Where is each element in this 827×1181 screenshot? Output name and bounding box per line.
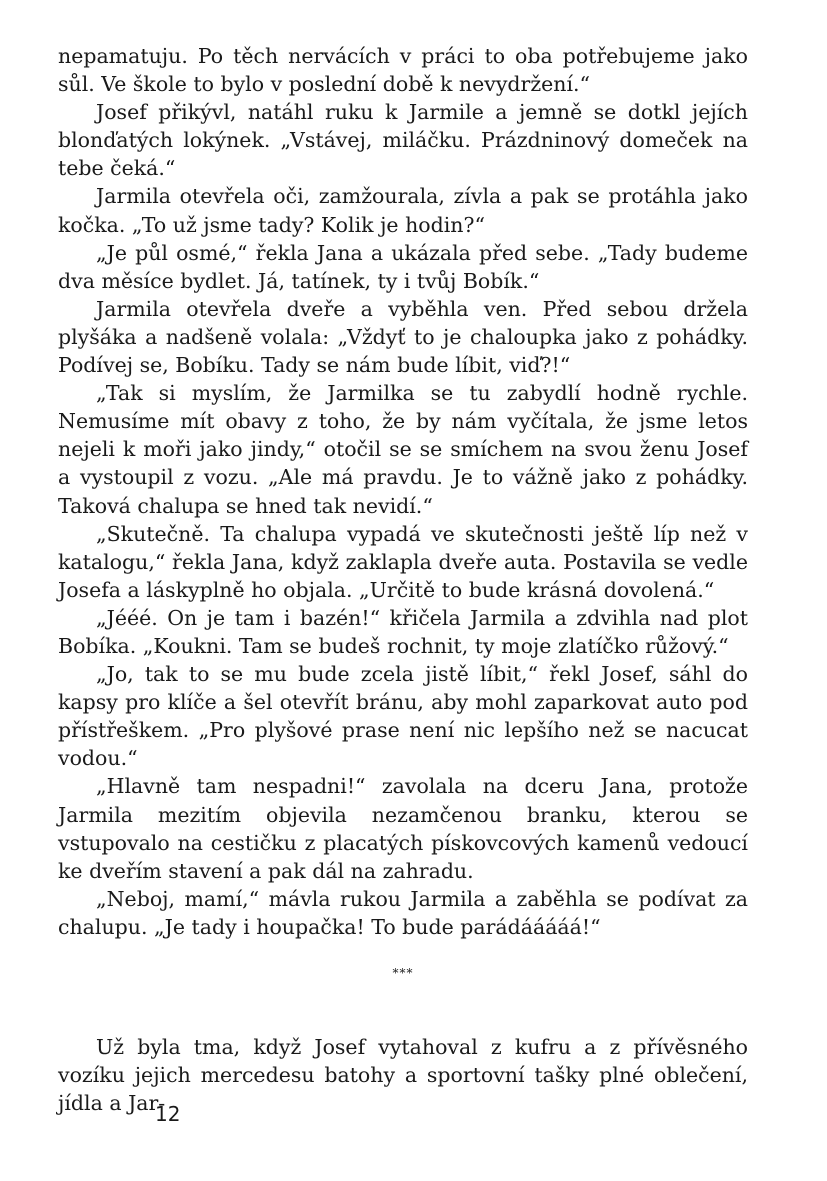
paragraph: „Je půl osmé,“ řekla Jana a ukázala před sebe. „Tady budeme dva měsíce bydlet. Já, tatínek, ty i tvůj Bobík.“ [58, 240, 748, 293]
paragraph: „Tak si myslím, že Jarmilka se tu zabydlí hodně rychle. Nemusíme mít obavy z toho, že by nám vyčítala, že jsme letos nejeli k moři jako jindy,“ otočil se se smíchem na svou ženu Josef a vystoupil z vozu. „Ale má pravdu. Je to vážně jako z pohádky. Taková chalupa se hned tak nevidí.“ [58, 381, 748, 518]
paragraph: nepamatuju. Po těch nervácích v práci to oba potřebujeme jako sůl. Ve škole to bylo v poslední době k nevydržení.“ [58, 44, 748, 97]
book-page-text [58, 42, 748, 1117]
paragraph: Už byla tma, když Josef vytahoval z kufru a z přívěsného vozíku jejich mercedesu batohy a sportovní tašky plné oblečení, jídla a Jar- [58, 1035, 748, 1116]
paragraph: Jarmila otevřela oči, zamžourala, zívla a pak se protáhla jako kočka. „To už jsme tady? Kolik je hodin?“ [58, 184, 748, 237]
paragraph: „Skutečně. Ta chalupa vypadá ve skutečnosti ještě líp než v katalogu,“ řekla Jana, když zaklapla dveře auta. Postavila se vedle Josefa a láskyplně ho objala. „Určitě to bude krásná dovolená.“ [58, 521, 748, 602]
section-separator: *** [392, 966, 414, 980]
paragraph: Jarmila otevřela dveře a vyběhla ven. Před sebou držela plyšáka a nadšeně volala: „Vždyť to je chaloupka jako z pohádky. Podívej se, Bobíku. Tady se nám bude líbit, viď?!“ [58, 296, 748, 378]
paragraph: „Jo, tak to se mu bude zcela jistě líbit,“ řekl Josef, sáhl do kapsy pro klíče a šel otevřít bránu, aby mohl zaparkovat auto pod přístřeškem. „Pro plyšové prase není nic lepšího než se nacucat vodou.“ [58, 662, 748, 771]
paragraph: „Hlavně tam nespadni!“ zavolala na dceru Jana, protože Jarmila mezitím objevila nezamčenou branku, kterou se vstupovalo na cestičku z placatých pískovcových kamenů vedoucí ke dveřím stavení a pak dál na zahradu. [58, 774, 748, 883]
paragraph: Josef přikývl, natáhl ruku k Jarmile a jemně se dotkl jejích blonďatých lokýnek. „Vstávej, miláčku. Prázdninový domeček na tebe čeká.“ [58, 100, 748, 181]
paragraph: „Neboj, mamí,“ mávla rukou Jarmila a zaběhla se podívat za chalupu. „Je tady i houpačka! To bude parádááááá!“ [58, 886, 748, 939]
page-number: 12 [155, 1102, 181, 1126]
paragraph: „Jééé. On je tam i bazén!“ křičela Jarmila a zdvihla nad plot Bobíka. „Koukni. Tam se budeš rochnit, ty moje zlatíčko růžový.“ [58, 605, 748, 658]
